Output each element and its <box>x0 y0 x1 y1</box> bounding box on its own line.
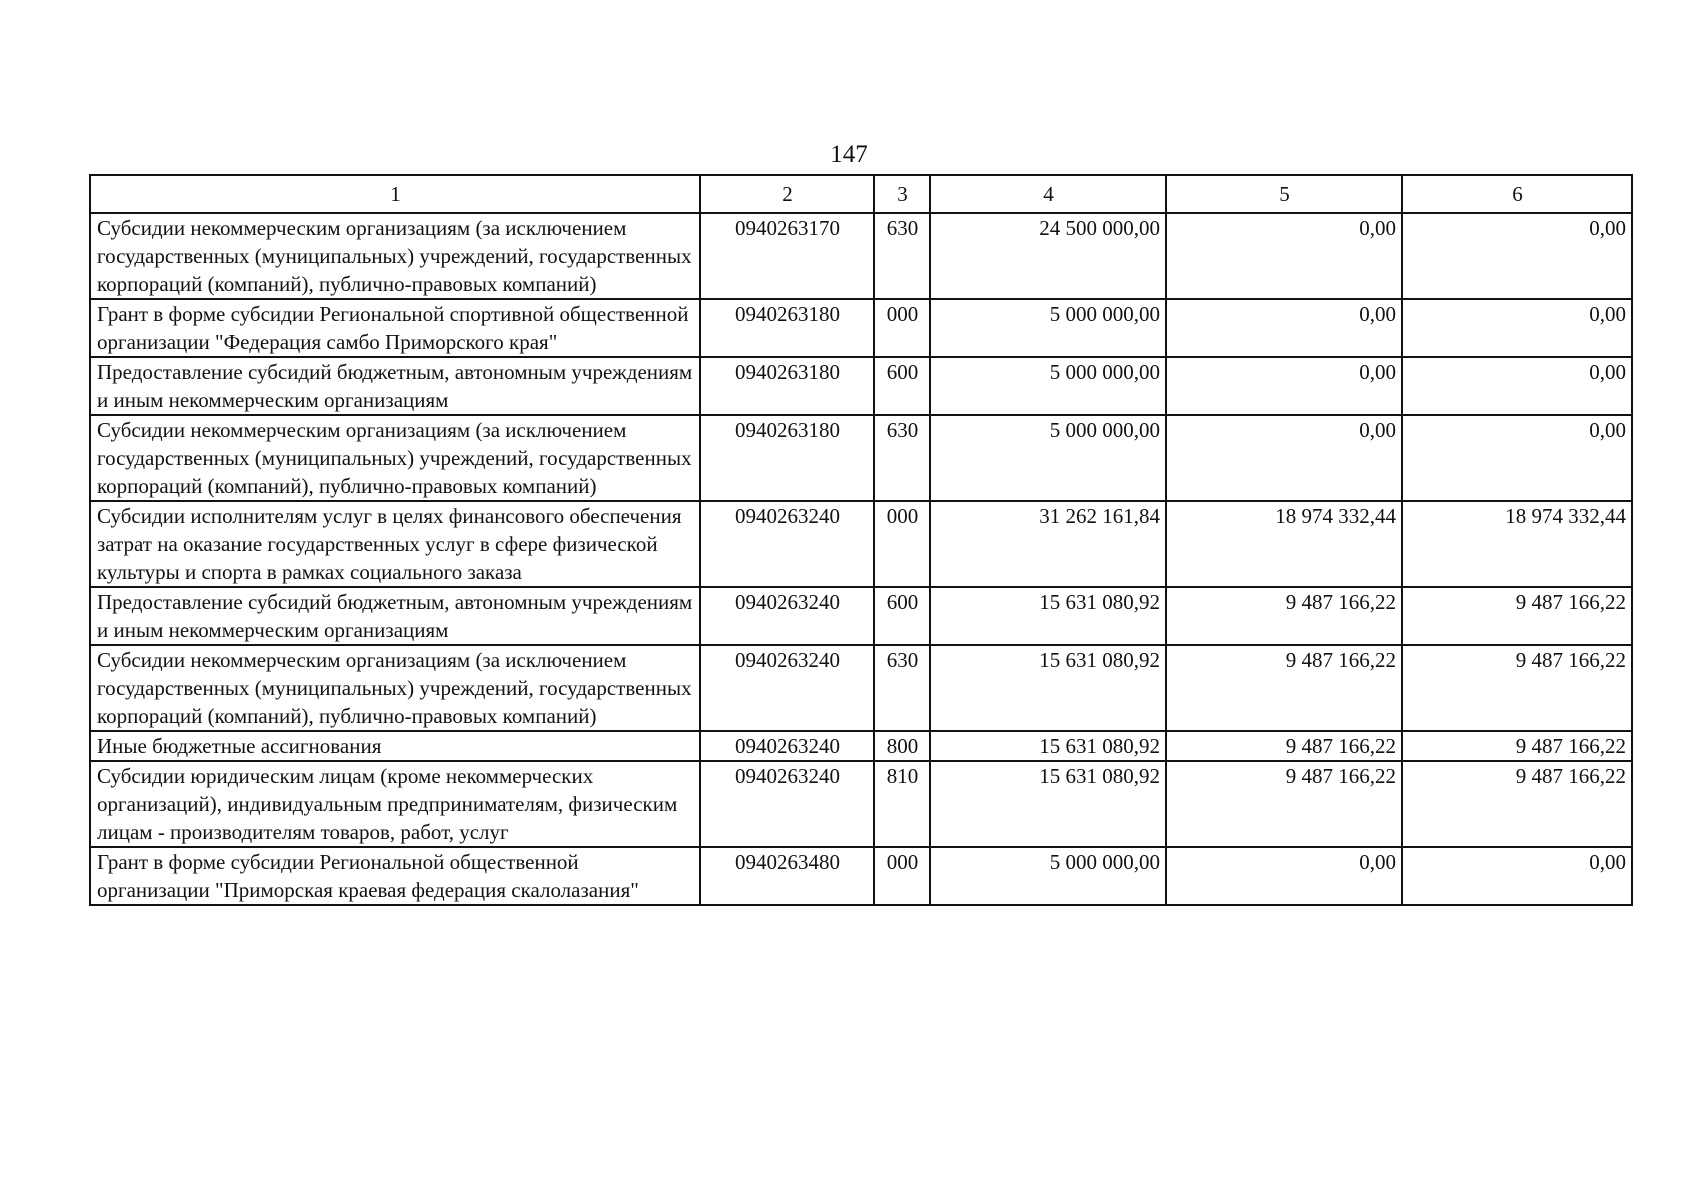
row-kvr: 600 <box>874 357 930 415</box>
row-name: Предоставление субсидий бюджетным, автономным учреждениям и иным некоммерческим организациям <box>90 587 700 645</box>
row-amount-4: 15 631 080,92 <box>930 587 1166 645</box>
table-row <box>90 587 1632 645</box>
row-code: 0940263240 <box>700 587 874 645</box>
row-kvr: 630 <box>874 213 930 299</box>
table-row <box>90 299 1632 357</box>
row-amount-6: 0,00 <box>1402 415 1632 501</box>
row-amount-5: 0,00 <box>1166 847 1402 905</box>
row-kvr: 000 <box>874 501 930 587</box>
column-header: 5 <box>1166 175 1402 213</box>
row-amount-5: 0,00 <box>1166 213 1402 299</box>
row-code: 0940263240 <box>700 501 874 587</box>
table-row <box>90 357 1632 415</box>
row-amount-6: 9 487 166,22 <box>1402 731 1632 761</box>
column-header: 1 <box>90 175 700 213</box>
row-amount-4: 24 500 000,00 <box>930 213 1166 299</box>
table-row <box>90 213 1632 299</box>
row-kvr: 800 <box>874 731 930 761</box>
column-header: 6 <box>1402 175 1632 213</box>
row-amount-6: 9 487 166,22 <box>1402 645 1632 731</box>
row-amount-4: 15 631 080,92 <box>930 761 1166 847</box>
header-row <box>90 175 1632 213</box>
row-code: 0940263180 <box>700 299 874 357</box>
row-name: Субсидии юридическим лицам (кроме некоммерческих организаций), индивидуальным предпринимателям, физическим лицам - производителям товаров, работ, услуг <box>90 761 700 847</box>
row-amount-6: 0,00 <box>1402 357 1632 415</box>
row-amount-5: 0,00 <box>1166 357 1402 415</box>
row-amount-6: 9 487 166,22 <box>1402 761 1632 847</box>
table-row <box>90 645 1632 731</box>
table-row <box>90 415 1632 501</box>
row-code: 0940263180 <box>700 357 874 415</box>
row-amount-4: 5 000 000,00 <box>930 415 1166 501</box>
row-amount-5: 9 487 166,22 <box>1166 731 1402 761</box>
row-name: Субсидии некоммерческим организациям (за исключением государственных (муниципальных) учреждений, государственных корпораций (компаний), публично-правовых компаний) <box>90 213 700 299</box>
row-amount-5: 9 487 166,22 <box>1166 645 1402 731</box>
table-row <box>90 761 1632 847</box>
row-amount-5: 18 974 332,44 <box>1166 501 1402 587</box>
row-kvr: 630 <box>874 415 930 501</box>
row-code: 0940263240 <box>700 645 874 731</box>
row-name: Грант в форме субсидии Региональной спортивной общественной организации "Федерация самбо Приморского края" <box>90 299 700 357</box>
row-kvr: 000 <box>874 299 930 357</box>
row-kvr: 630 <box>874 645 930 731</box>
row-name: Иные бюджетные ассигнования <box>90 731 700 761</box>
row-amount-5: 9 487 166,22 <box>1166 761 1402 847</box>
column-header: 3 <box>874 175 930 213</box>
row-amount-4: 31 262 161,84 <box>930 501 1166 587</box>
row-amount-5: 0,00 <box>1166 415 1402 501</box>
row-code: 0940263240 <box>700 761 874 847</box>
row-name: Субсидии некоммерческим организациям (за исключением государственных (муниципальных) учреждений, государственных корпораций (компаний), публично-правовых компаний) <box>90 645 700 731</box>
row-name: Субсидии исполнителям услуг в целях финансового обеспечения затрат на оказание государственных услуг в сфере физической культуры и спорта в рамках социального заказа <box>90 501 700 587</box>
table-row <box>90 847 1632 905</box>
row-code: 0940263170 <box>700 213 874 299</box>
table-row <box>90 731 1632 761</box>
row-amount-4: 15 631 080,92 <box>930 731 1166 761</box>
column-header: 2 <box>700 175 874 213</box>
row-amount-5: 0,00 <box>1166 299 1402 357</box>
row-name: Субсидии некоммерческим организациям (за исключением государственных (муниципальных) учреждений, государственных корпораций (компаний), публично-правовых компаний) <box>90 415 700 501</box>
table-row <box>90 501 1632 587</box>
row-amount-6: 0,00 <box>1402 299 1632 357</box>
row-amount-6: 0,00 <box>1402 213 1632 299</box>
row-kvr: 000 <box>874 847 930 905</box>
row-kvr: 810 <box>874 761 930 847</box>
row-name: Предоставление субсидий бюджетным, автономным учреждениям и иным некоммерческим организациям <box>90 357 700 415</box>
page-number: 147 <box>830 141 868 168</box>
row-amount-6: 0,00 <box>1402 847 1632 905</box>
column-header: 4 <box>930 175 1166 213</box>
row-amount-4: 5 000 000,00 <box>930 299 1166 357</box>
row-amount-6: 18 974 332,44 <box>1402 501 1632 587</box>
budget-table <box>89 174 1633 906</box>
row-amount-4: 5 000 000,00 <box>930 357 1166 415</box>
row-amount-6: 9 487 166,22 <box>1402 587 1632 645</box>
row-amount-4: 15 631 080,92 <box>930 645 1166 731</box>
row-name: Грант в форме субсидии Региональной общественной организации "Приморская краевая федерация скалолазания" <box>90 847 700 905</box>
row-code: 0940263480 <box>700 847 874 905</box>
row-kvr: 600 <box>874 587 930 645</box>
row-code: 0940263240 <box>700 731 874 761</box>
row-amount-5: 9 487 166,22 <box>1166 587 1402 645</box>
row-code: 0940263180 <box>700 415 874 501</box>
row-amount-4: 5 000 000,00 <box>930 847 1166 905</box>
